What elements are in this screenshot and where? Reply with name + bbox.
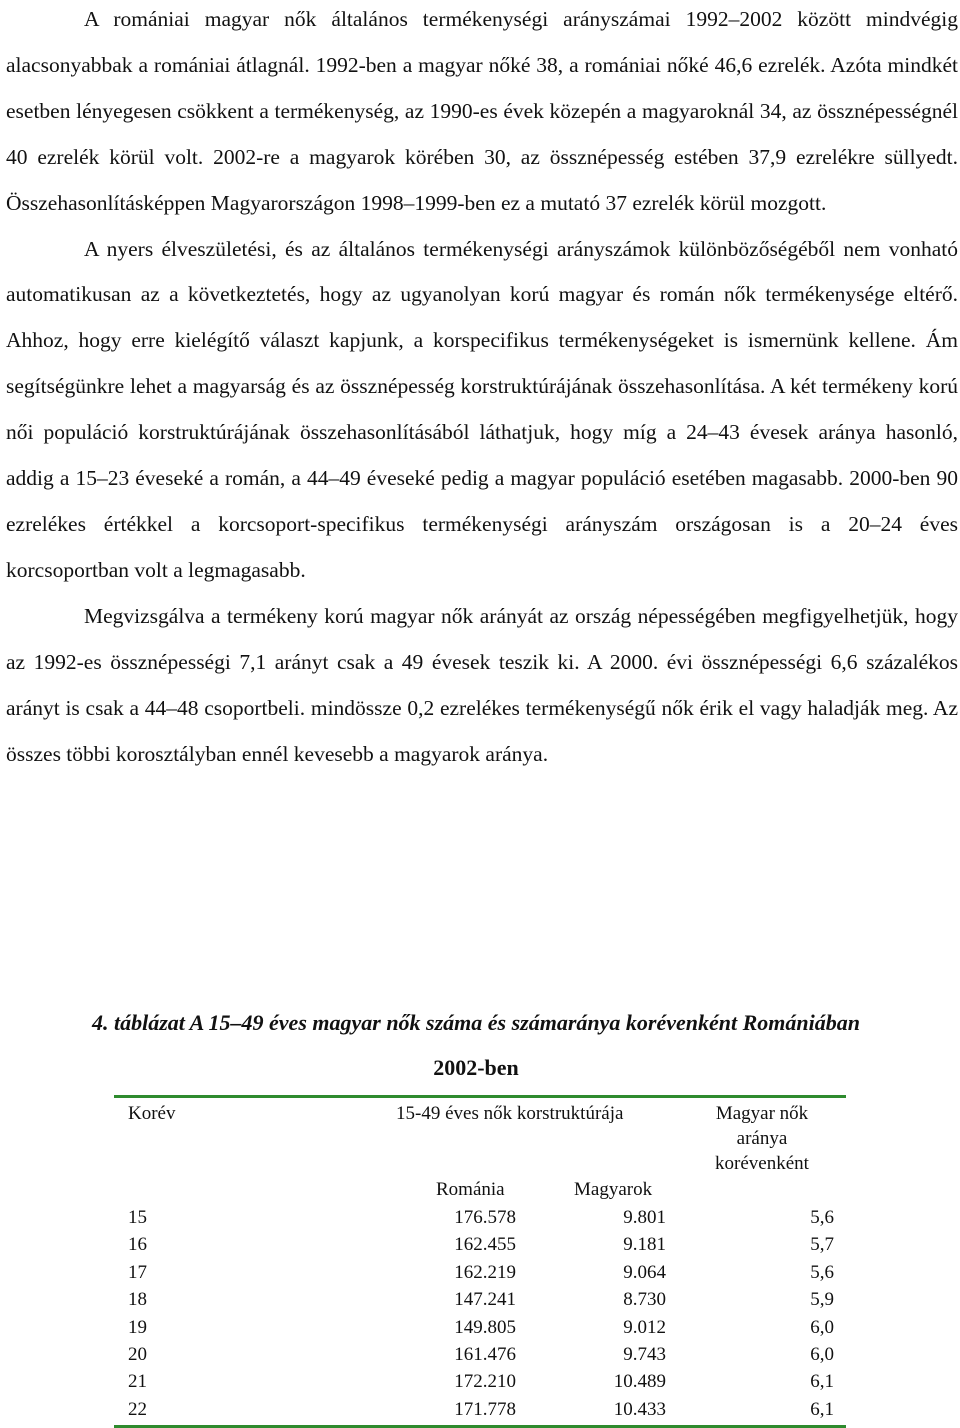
header-korev: Korév [128, 1103, 176, 1124]
header-ratio: Magyar nők aránya korévenként [715, 1103, 809, 1174]
cell-magyarok: 9.064 [623, 1261, 666, 1283]
cell-magyarok: 9.801 [623, 1207, 666, 1228]
cell-romania: 162.219 [454, 1261, 516, 1283]
cell-magyarok: 8.730 [623, 1289, 666, 1311]
table-row [114, 1397, 846, 1424]
cell-arany: 6,0 [810, 1343, 834, 1365]
cell-arany: 5,7 [810, 1234, 834, 1256]
cell-romania: 161.476 [454, 1343, 516, 1365]
cell-magyarok: 10.433 [613, 1398, 666, 1420]
cell-korev: 22 [128, 1398, 147, 1420]
paragraph-fertility-rates: A romániai magyar nők általános termékenységi arányszámai 1992–2002 között mindvégig alacsonyabbak a romániai átlagnál. 1992-ben a magyar nőké 38, a romániai nőké 46,6 ezrelék. Azóta mindkét esetben lényegesen csökkent a termékenység, az 1990-es évek közepén a magyaroknál 34, az össznépességnél 40 ezrelék körül volt. 2002-re a magyarok körében 30, az össznépesség estében 37,9 ezrelékre süllyedt. Összehasonlításképpen Magyarországon 1998–1999-ben ez a mutató 37 ezrelék körül mozgott. [6, 7, 958, 215]
cell-korev: 17 [128, 1261, 147, 1283]
cell-arany: 6,1 [810, 1371, 834, 1393]
cell-magyarok: 9.743 [623, 1343, 666, 1365]
cell-arany: 6,1 [810, 1398, 834, 1420]
table-row [114, 1287, 846, 1314]
table-caption-year: 2002-ben [433, 1055, 519, 1080]
cell-romania: 162.455 [454, 1234, 516, 1256]
cell-romania: 147.241 [454, 1289, 516, 1311]
cell-romania: 171.778 [454, 1398, 516, 1420]
table-row [114, 1260, 846, 1287]
table-top-rule [114, 1095, 846, 1098]
paragraph-proportion: Megvizsgálva a termékeny korú magyar nők arányát az ország népességében megfigyelhetjük, hogy az 1992-es össznépességi 7,1 arányt csak a 49 évesek teszik ki. A 2000. évi össznépességi 6,6 százalékos arányt is csak a 44–48 csoportbeli. mindössze 0,2 ezrelékes termékenységű nők érik el vagy haladják meg. Az összes többi korosztályban ennél kevesebb a magyarok aránya. [6, 603, 958, 766]
table-row [114, 1232, 846, 1259]
table-row [114, 1205, 846, 1232]
cell-korev: 20 [128, 1343, 147, 1365]
paragraph-age-structure: A nyers élveszületési, és az általános termékenységi arányszámok különbözőségéből nem vonható automatikusan az a következtetés, hogy az ugyanolyan korú magyar és román nők termékenysége eltérő. Ahhoz, hogy erre kielégítő választ kapjunk, a korspecifikus termékenységeket is ismernünk kellene. Ám segítségünkre lehet a magyarság és az össznépesség korstruktúrájának összehasonlítása. A két termékeny korú női populáció korstruktúrájának összehasonlításából láthatjuk, hogy míg a 24–43 évesek aránya hasonló, addig a 15–23 éveseké a román, a 44–49 éveseké pedig a magyar populáció esetében magasabb. 2000-ben 90 ezrelékes értékkel a korcsoport-specifikus termékenységi arányszám országosan is a 20–24 éves korcsoportban volt a legmagasabb. [6, 236, 958, 582]
header-structure: 15-49 éves nők korstruktúrája [396, 1103, 624, 1124]
table-row [114, 1369, 846, 1396]
header-magyarok: Magyarok [574, 1179, 653, 1200]
cell-korev: 18 [128, 1289, 147, 1311]
cell-arany: 5,9 [810, 1289, 834, 1311]
cell-arany: 5,6 [810, 1261, 834, 1283]
cell-romania: 149.805 [454, 1316, 516, 1338]
cell-korev: 19 [128, 1316, 147, 1338]
cell-arany: 5,6 [810, 1207, 834, 1228]
cell-romania: 172.210 [454, 1371, 516, 1393]
cell-magyarok: 9.012 [623, 1316, 666, 1338]
cell-korev: 15 [128, 1207, 147, 1228]
cell-arany: 6,0 [810, 1316, 834, 1338]
cell-romania: 176.578 [454, 1207, 516, 1228]
table-row [114, 1342, 846, 1369]
table-row [114, 1315, 846, 1342]
cell-magyarok: 9.181 [623, 1234, 666, 1256]
table-body [114, 1205, 846, 1424]
header-romania: Románia [436, 1179, 505, 1200]
cell-korev: 16 [128, 1234, 147, 1256]
cell-korev: 21 [128, 1371, 147, 1393]
document-page [6, 0, 958, 777]
cell-magyarok: 10.489 [613, 1371, 666, 1393]
table-caption: 4. táblázat A 15–49 éves magyar nők száma és számaránya korévenként Romániában [91, 1010, 860, 1035]
